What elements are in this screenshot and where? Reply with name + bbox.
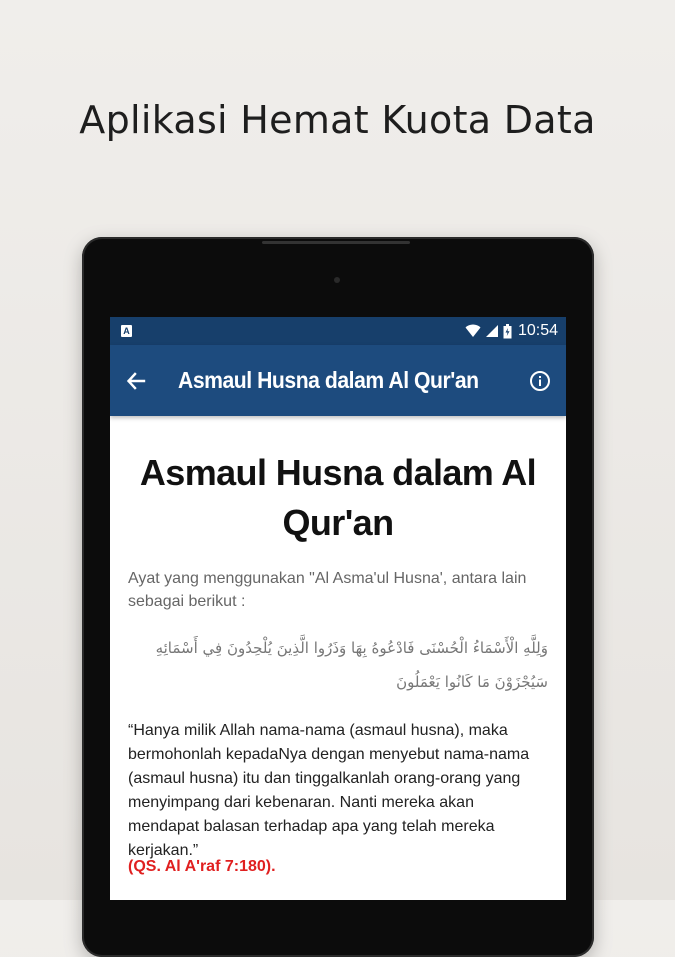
camera-icon — [334, 277, 340, 283]
article-content — [110, 416, 566, 900]
wifi-icon — [465, 324, 481, 338]
info-icon — [529, 370, 551, 392]
verse-translation: “Hanya milik Allah nama-nama (asmaul husna), maka bermohonlah kepadaNya dengan menyebut nama-nama (asmaul husna) itu dan tinggalkanlah orang-orang yang menyimpang dari kebenaran. Nanti mereka akan mendapat balasan terhadap apa yang telah mereka kerjakan.” — [128, 722, 530, 859]
promo-headline: Aplikasi Hemat Kuota Data — [79, 98, 596, 142]
app-notification-icon: A — [121, 325, 132, 337]
tablet-top-edge — [262, 241, 410, 244]
arabic-verse: وَلِلَّهِ الْأَسْمَاءُ الْحُسْنَى فَادْعُوهُ بِهَا وَذَرُوا الَّذِينَ يُلْحِدُونَ فِي أَسْمَائِهِ سَيُجْزَوْنَ مَا كَانُوا يَعْمَلُونَ — [155, 639, 548, 691]
battery-icon — [503, 324, 512, 339]
arrow-left-icon — [126, 371, 146, 391]
app-bar — [110, 345, 566, 416]
status-time: 10:54 — [517, 322, 558, 339]
article-title: Asmaul Husna dalam Al Qur'an — [139, 452, 537, 543]
signal-icon — [485, 324, 499, 338]
verse-reference: (QS. Al A'raf 7:180). — [128, 858, 276, 875]
app-bar-title: Asmaul Husna dalam Al Qur'an — [178, 367, 479, 393]
status-bar — [110, 317, 566, 345]
info-button[interactable] — [524, 365, 556, 397]
device-screen — [110, 317, 566, 900]
article-intro: Ayat yang menggunakan "Al Asma'ul Husna', antara lain sebagai berikut : — [128, 570, 527, 610]
back-button[interactable] — [120, 365, 152, 397]
status-icons — [465, 317, 558, 345]
